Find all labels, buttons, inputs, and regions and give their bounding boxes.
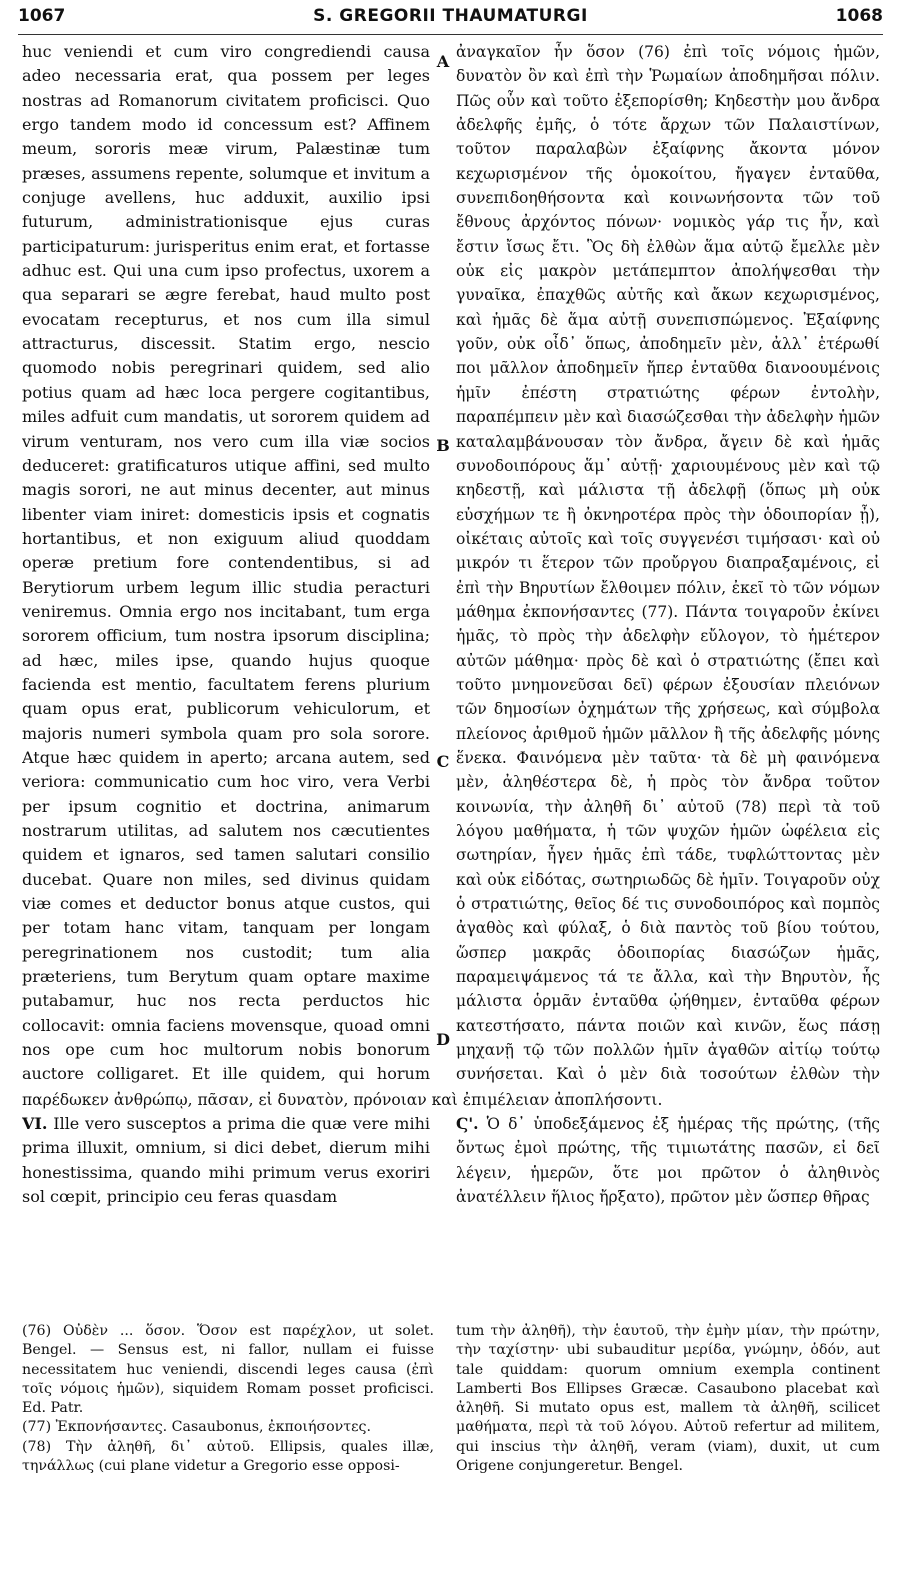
footnotes-left: [22, 1322, 434, 1476]
footnote-continued: tum τὴν ἀληθῆ), τὴν ἑαυτοῦ, τὴν ἐμὴν μίαν, τὴν πρώτην, τὴν ταχίστην· ubi subauditur μερίδα, γνώμην, ὁδόν, aut tale quiddam: quorum omnium exempla continent Lamberti Bos Ellipses Græcæ. Casaubono placebat καὶ ἀληθῆ. Si mutato opus est, mallem τὰ ἀληθῆ, scilicet μαθήματα, περὶ τὰ τοῦ λόγου. Αὐτοῦ refertur ad militem, qui inscius τὴν ἀληθῆ, veram (viam), duxit, ut cum Origene conjungeretur. Bengel.: [456, 1323, 880, 1475]
page-number-left: 1067: [18, 6, 66, 26]
section-number: Ϛ'.: [456, 1114, 479, 1133]
section-text: Ille vero susceptos a prima die quæ vere mihi prima illuxit, omnium, si dici debet, dierum mihi honestissima, quando mihi primum verus exoriri sol cœpit, principio ceu feras quasdam: [22, 1114, 430, 1207]
greek-column-upper: [456, 40, 880, 1086]
greek-spill-line: παρέδωκεν ἀνθρώπῳ, πᾶσαν, εἰ δυνατὸν, πρόνοιαν καὶ ἐπιμέλειαν ἀποπλήσοντι.: [22, 1091, 663, 1109]
latin-section-vi: [22, 1112, 430, 1209]
footnote: [22, 1438, 434, 1477]
latin-column-upper: [22, 40, 430, 1086]
running-title: S. GREGORII THAUMATURGI: [313, 6, 588, 26]
footnote-text: Ἐκπονήσαντες. Casaubonus, ἐκποιήσοντες.: [55, 1419, 371, 1436]
margin-marker-c: C: [436, 752, 450, 771]
footnotes-right: [456, 1322, 880, 1476]
page-header: [18, 6, 883, 30]
footnote-text: Οὐδὲν ... ὅσον. Ὅσον est παρέχλον, ut solet. Bengel. — Sensus est, ni fallor, nullam ei fuisse necessitatem huc veniendi, discendi leges causa (ἐπὶ τοῖς νόμοις ἡμῶν), siquidem Romam posset proficisci. Ed. Patr.: [22, 1323, 434, 1417]
footnote-number: (77): [22, 1419, 52, 1436]
section-number: VI.: [22, 1114, 48, 1133]
margin-marker-d: D: [436, 1030, 450, 1049]
header-rule: [18, 34, 883, 35]
section-text: Ὁ δ᾽ ὑποδεξάμενος ἐξ ἡμέρας τῆς πρώτης, (τῆς ὄντως ἐμοὶ πρώτης, τῆς τιμιωτάτης πασῶν, εἰ δεῖ λέγειν, ἡμερῶν, ὅτε μοι πρῶτον ὁ ἀληθινὸς ἀνατέλλειν ἥλιος ἤρξατο), πρῶτον μὲν ὥσπερ θῆρας: [456, 1115, 880, 1207]
margin-marker-a: A: [436, 52, 450, 71]
footnote: [22, 1322, 434, 1418]
margin-marker-b: B: [436, 436, 450, 455]
footnote-number: (78): [22, 1438, 52, 1455]
footnote: [22, 1418, 434, 1437]
page-number-right: 1068: [835, 6, 883, 26]
latin-paragraph: huc veniendi et cum viro congrediendi causa adeo necessaria erat, qua possem per leges nostras ad Romanorum civitatem proficisci. Quo ergo tandem modo id concessum est? Affinem meum, sororis meæ virum, Palæstinæ tum præses, assumens repente, solumque et invitum a conjuge avellens, huc adduxit, auxilio ipsi futurum, administrationisque ejus curas participaturum: jurisperitus enim erat, et fortasse adhuc est. Qui una cum ipso profectus, uxorem a qua separari se ægre ferebat, haud multo post evocatam recepturus, et nos cum illa simul attracturus, discessit. Statim ergo, nescio quomodo nobis peregrinari quidem, sed alio potius quam ad hæc loca pergere cogitantibus, miles adfuit cum mandatis, ut sororem quidem ad virum venturam, nos vero cum illa viæ socios deduceret: gratificaturos utique affini, sed multo magis sorori, ne aut minus decenter, aut minus libenter viam iniret: domesticis ipsis et cognatis hortantibus, et non exiguum aliud quoddam operæ pretium fore contendentibus, si ad Berytiorum urbem legum illic studia peracturi veniremus. Omnia ergo nos incitabant, tum erga sororem officium, tum nostra ipsorum disciplina; ad hæc, miles ipse, quando hujus quoque facienda est mentio, facultatem ferens plurium quam opus erat, publicorum vehiculorum, et majoris numeri symbola quam pro sola sorore. Atque hæc quidem in aperto; arcana autem, sed veriora: communicatio cum hoc viro, vera Verbi per ipsum cognitio et doctrina, animarum nostrarum utilitas, ad salutem nos cæcutientes quidem et ignaros, sed tamen salutari consilio ducebat. Quare non miles, sed divinus quidam viæ comes et deductor bonus atque custos, qui per totam hanc vitam, tanquam per longam peregrinationem nos custodit; tum alia præteriens, tum Berytum quam optare maxime putabamur, huc nos recta perductos hic collocavit: omnia faciens movensque, quoad omni nos ope cum hoc multorum nobis bonorum auctore colligaret. Et ille quidem, qui horum: [22, 42, 430, 1084]
footnote-text: Τὴν ἀληθῆ, δι᾽ αὐτοῦ. Ellipsis, quales illæ, τηνάλλως (cui plane videtur a Gregorio esse opposi-: [22, 1438, 434, 1475]
greek-section-vi: [456, 1112, 880, 1209]
greek-column-lower: [456, 1112, 880, 1212]
greek-paragraph: ἀναγκαῖον ἦν ὅσον (76) ἐπὶ τοῖς νόμοις ἡμῶν, δυνατὸν ὂν καὶ ἐπὶ τὴν Ῥωμαίων ἀποδημῆσαι πόλιν. Πῶς οὖν καὶ τοῦτο ἐξεπορίσθη; Κηδεστὴν μου ἄνδρα ἀδελφῆς ἐμῆς, ὁ τότε ἄρχων τῶν Παλαιστίνων, τοῦτον παραλαβὼν ἐξαίφνης ἄκοντα μόνον κεχωρισμένον τῆς ὁμοκοίτου, ἤγαγεν ἐνταῦθα, συνεπιδοηθήσοντα καὶ κοινωνήσοντα τῶν τοῦ ἔθνους ἀρχόντος πόνων· νομικὸς γάρ τις ἦν, καὶ ἔστιν ἴσως ἔτι. Ὃς δὴ ἐλθὼν ἅμα αὐτῷ ἔμελλε μὲν οὐκ εἰς μακρὸν μετάπεμπτον ἀπολήψεσθαι τὴν γυναῖκα, ἐπαχθῶς αὐτῆς καὶ ἄκων κεχωρισμένος, καὶ ἡμᾶς δὲ ἅμα αὐτῇ συνεπισπώμενος. Ἐξαίφνης γοῦν, οὐκ οἶδ᾽ ὅπως, ἀποδημεῖν μὲν, ἀλλ᾽ ἑτέρωθί ποι μᾶλλον ἀποδημεῖν ἤπερ ἐνταῦθα διανοουμένοις ἡμῖν ἐπέστη στρατιώτης φέρων ἐντολὴν, παραπέμπειν μὲν καὶ διασώζεσθαι τὴν ἀδελφὴν ἡμῶν καταλαμβάνουσαν τὸν ἄνδρα, ἄγειν δὲ καὶ ἡμᾶς συνοδοιπόρους ἅμ᾽ αὐτῇ· χαριουμένους μὲν καὶ τῷ κηδεστῇ, καὶ μάλιστα τῇ ἀδελφῇ (ὅπως μὴ οὐκ εὐσχήμων τε ἢ ὀκνηροτέρα πρὸς τὴν ὁδοιπορίαν ᾖ), οἰκέταις αὐτοῖς καὶ τοῖς συγγενέσι τιμήσασι· καὶ οὐ μικρόν τι ἕτερον τῶν προὔργου διαπραξαμένοις, εἰ ἐπὶ τὴν Βηρυτίων ἔλθοιμεν πόλιν, ἐκεῖ τὸ τῶν νόμων μάθημα ἐκπονήσαντες (77). Πάντα τοιγαροῦν ἐκίνει ἡμᾶς, τὸ πρὸς τὴν ἀδελφὴν εὔλογον, τὸ ἡμέτερον αὐτῶν μάθημα· πρὸς δὲ καὶ ὁ στρατιώτης (ἔπει καὶ τοῦτο μνημονεῦσαι δεῖ) φέρων ἐξουσίαν πλειόνων τῶν δημοσίων ὀχημάτων τῆς χρήσεως, καὶ σύμβολα πλείονος ἀριθμοῦ ἡμῶν μᾶλλον ἢ τῆς ἀδελφῆς μόνης ἕνεκα. Φαινόμενα μὲν ταῦτα· τὰ δὲ μὴ φαινόμενα μὲν, ἀληθέστερα δὲ, ἡ πρὸς τὸν ἄνδρα τοῦτον κοινωνία, τὴν ἀληθῆ δι᾽ αὐτοῦ (78) περὶ τὰ τοῦ λόγου μαθήματα, ἡ τῶν ψυχῶν ἡμῶν ὠφέλεια εἰς σωτηρίαν, ἦγεν ἡμᾶς ἐπὶ τάδε, τυφλώττοντας μὲν καὶ οὐκ εἰδότας, σωτηριωδῶς δὲ ἡμῖν. Τοιγαροῦν οὐχ ὁ στρατιώτης, θεῖος δέ τις συνοδοιπόρος καὶ πομπὸς ἀγαθὸς καὶ φύλαξ, ὁ διὰ παντὸς τοῦ βίου τούτου, ὥσπερ μακρᾶς ὁδοιπορίας διασώζων ἡμᾶς, παραμειψάμενος τά τε ἄλλα, καὶ τὴν Βηρυτὸν, ἧς μάλιστα ὁρμᾶν ἐνταῦθα ᾠήθημεν, ἐνταῦθα φέρων κατεστήσατο, πάντα ποιῶν καὶ κινῶν, ἕως πάσῃ μηχανῇ τῷ τῶν πολλῶν ἡμῖν ἀγαθῶν αἰτίῳ τούτῳ συνήσεται. Καὶ ὁ μὲν διὰ τοσούτων ἐλθὼν τὴν: [456, 43, 880, 1084]
footnote-number: (76): [22, 1323, 52, 1339]
latin-column-lower: [22, 1112, 430, 1212]
